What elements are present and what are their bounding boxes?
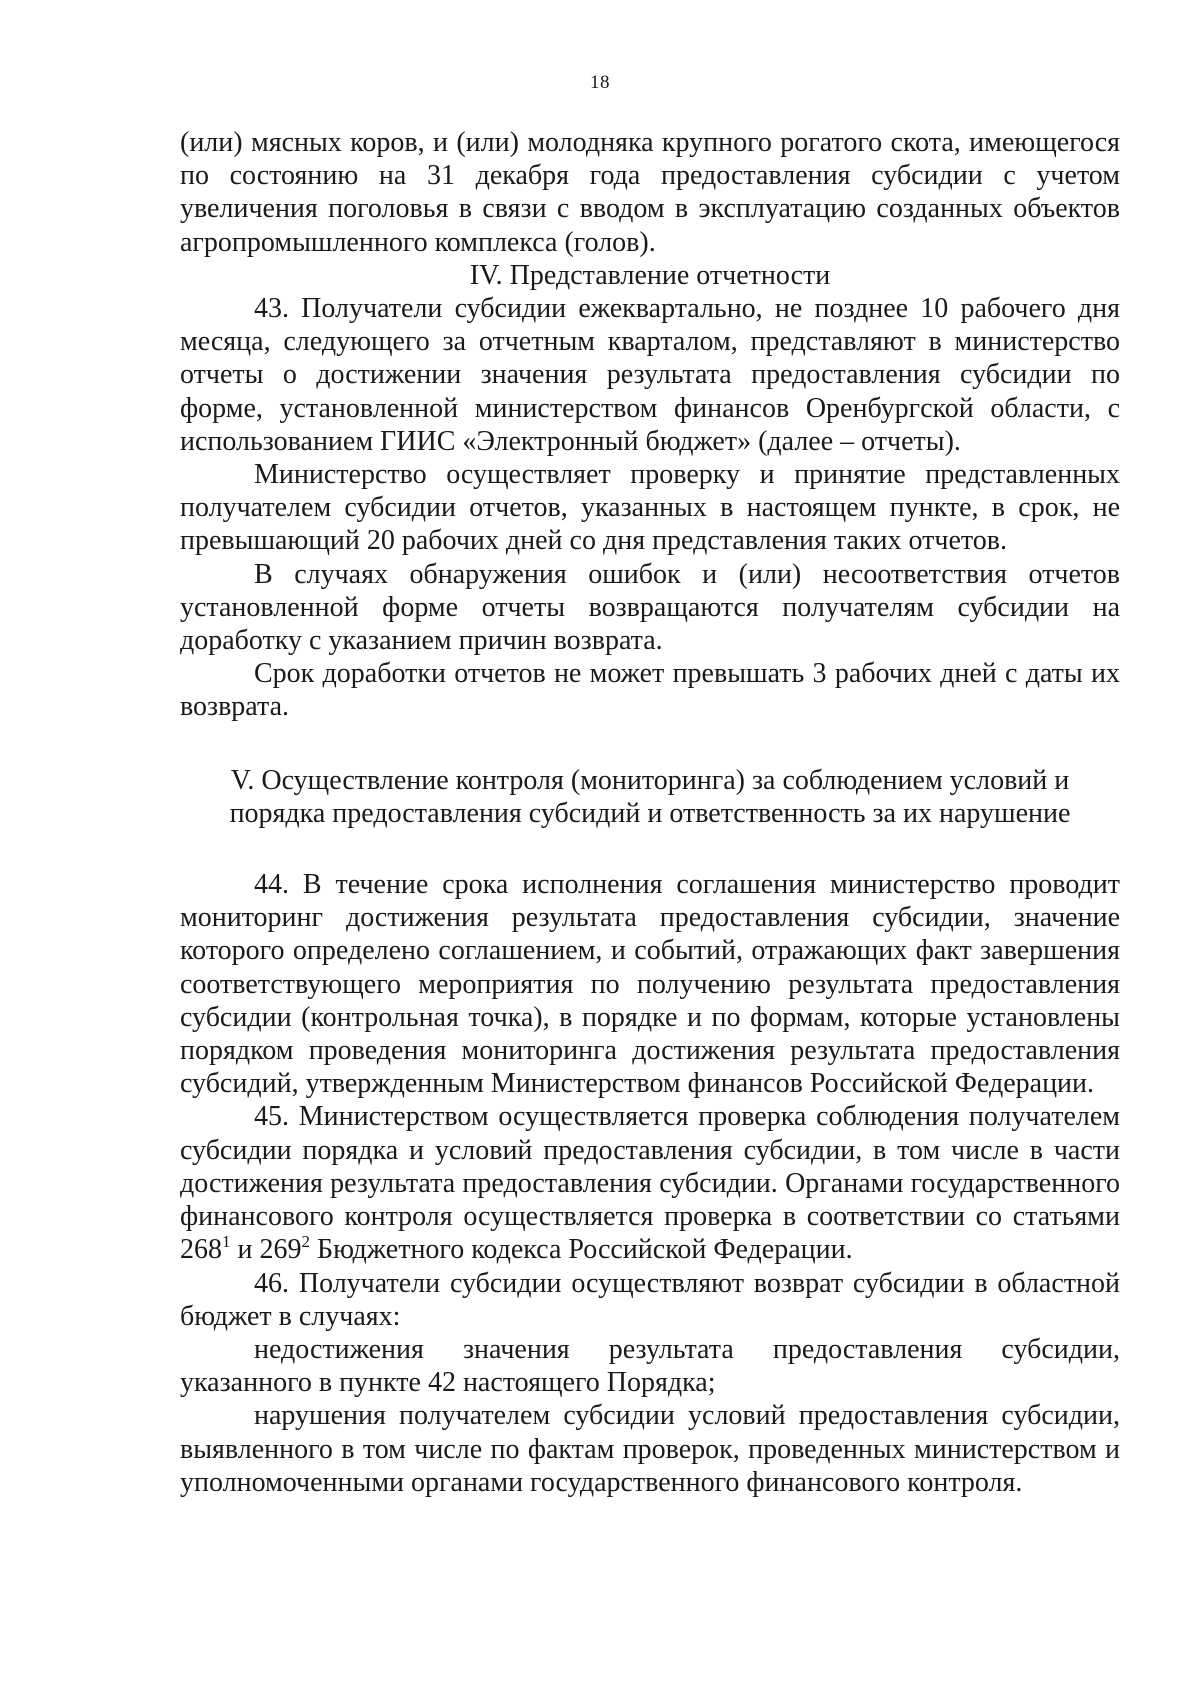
section-heading-v <box>180 764 1120 830</box>
paragraph-45-text-a: 45. Министерством осуществляется проверка соблюдения получателем субсидии порядка и условий предоставления субсидии, в том числе в части достижения результата предоставления субсидии. Органами государственного финансового контроля осуществляется проверка в соответствии со статьями 268 <box>180 1101 1120 1266</box>
page-number: 18 <box>590 72 610 93</box>
paragraph-44: 44. В течение срока исполнения соглашения министерство проводит мониторинг достижения результата предоставления субсидии, значение которого определено соглашением, и событий, отражающих факт завершения соответствующего мероприятия по получению результата предоставления субсидии (контрольная точка), в порядке и по формам, которые установлены порядком проведения мониторинга достижения результата предоставления субсидий, утвержденным Министерством финансов Российской Федерации. <box>180 869 1120 1100</box>
paragraph-45-text-b: и 269 <box>230 1234 302 1266</box>
paragraph-46: 46. Получатели субсидии осуществляют возврат субсидии в областной бюджет в случаях: <box>180 1267 1120 1332</box>
paragraph-46-case-1: недостижения значения результата предоставления субсидии, указанного в пункте 42 настоящего Порядка; <box>180 1333 1120 1399</box>
paragraph-45 <box>180 1100 1120 1266</box>
superscript-1: 1 <box>222 1232 231 1252</box>
section-heading-iv: IV. Представление отчетности <box>469 259 831 291</box>
superscript-2: 2 <box>301 1232 310 1252</box>
paragraph-43-review: Министерство осуществляет проверку и принятие представленных получателем субсидии отчетов, указанных в настоящем пункте, в срок, не превышающий 20 рабочих дней со дня представления таких отчетов. <box>180 459 1120 557</box>
paragraph-43: 43. Получатели субсидии ежеквартально, не позднее 10 рабочего дня месяца, следующего за отчетным кварталом, представляют в министерство отчеты о достижении значения результата предоставления субсидии по форме, установленной министерством финансов Оренбургской области, с использованием ГИИС «Электронный бюджет» (далее – отчеты). <box>180 293 1120 457</box>
paragraph-continuation: (или) мясных коров, и (или) молодняка крупного рогатого скота, имеющегося по состоянию на 31 декабря года предоставления субсидии с учетом увеличения поголовья в связи с вводом в эксплуатацию созданных объектов агропромышленного комплекса (голов). <box>180 127 1120 258</box>
paragraph-43-deadline: Срок доработки отчетов не может превышать 3 рабочих дней с даты их возврата. <box>180 658 1120 723</box>
document-body <box>180 126 1120 1499</box>
paragraph-43-errors: В случаях обнаружения ошибок и (или) несоответствия отчетов установленной форме отчеты возвращаются получателям субсидии на доработку с указанием причин возврата. <box>180 558 1120 657</box>
paragraph-46-case-2: нарушения получателем субсидии условий предоставления субсидии, выявленного в том числе по фактам проверок, проведенных министерством и уполномоченными органами государственного финансового контроля. <box>180 1400 1120 1498</box>
section-heading-v-line-2: порядка предоставления субсидий и ответственность за их нарушение <box>229 797 1071 829</box>
section-heading-v-line-1: V. Осуществление контроля (мониторинга) за соблюдением условий и <box>230 764 1070 796</box>
paragraph-45-text-c: Бюджетного кодекса Российской Федерации. <box>309 1234 853 1266</box>
